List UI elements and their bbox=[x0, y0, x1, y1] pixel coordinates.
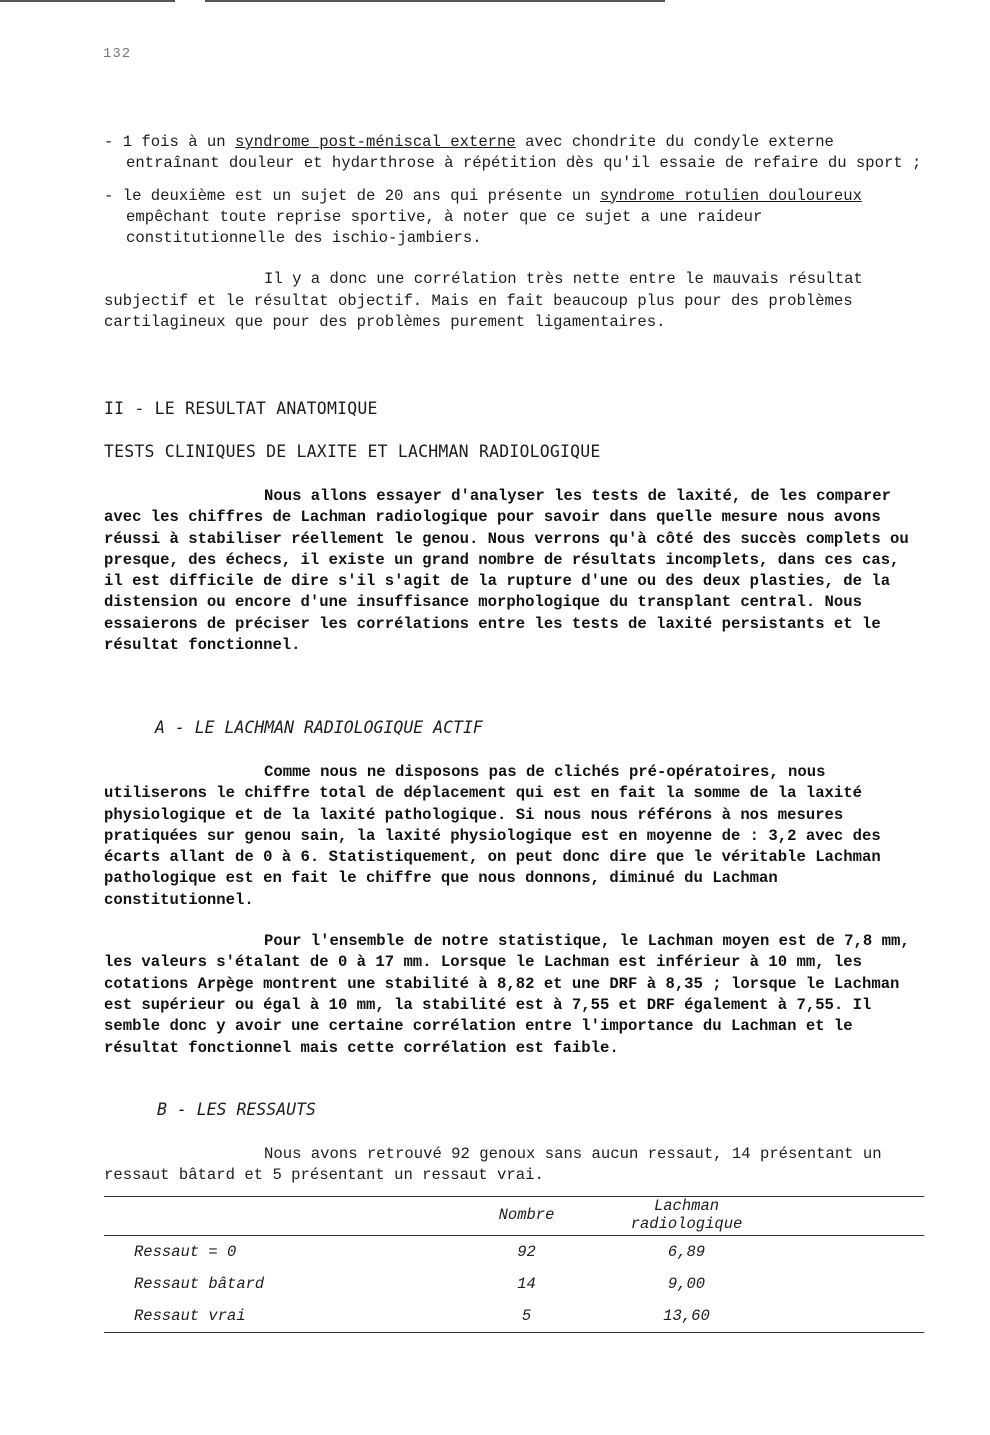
table-cell: 9,00 bbox=[667, 1275, 706, 1293]
table-header-cell: Lachman radiologique bbox=[630, 1197, 743, 1233]
page-number: 132 bbox=[103, 46, 132, 62]
table-cell: 5 bbox=[521, 1307, 532, 1325]
table-header-cell bbox=[104, 1197, 454, 1233]
table-cell: 92 bbox=[517, 1243, 536, 1261]
bullet-item-2: - le deuxième est un sujet de 20 ans qui présente un syndrome rotulien douloureux empêchant toute reprise sportive, à noter que ce sujet a une raideur constitutionnelle des ischio-jambiers. bbox=[104, 186, 862, 248]
table-cell: 13,60 bbox=[663, 1307, 710, 1325]
table-bottom-rule bbox=[104, 1332, 924, 1333]
table-cell: Ressaut = 0 bbox=[134, 1243, 237, 1261]
scan-top-rule-left bbox=[0, 0, 175, 2]
subsection-b-title: B - LES RESSAUTS bbox=[157, 1100, 316, 1119]
subsection-a-body bbox=[104, 762, 926, 1059]
bullet-item-1: - 1 fois à un syndrome post-méniscal externe avec chondrite du condyle externe entraînant douleur et hydarthrose à répétition dès qu'il essaie de refaire du sport ; bbox=[104, 133, 922, 173]
table-row bbox=[104, 1236, 924, 1268]
intro-paragraph: Nous allons essayer d'analyser les tests de laxité, de les comparer avec les chiffres de Lachman radiologique pour savoir dans quelle mesure nous avons réussi à stabiliser réellement le genou. Nous verrons qu'à côté des succès complets ou presque, des échecs, il existe un grand nombre de résultats incomplets, dans ces cas, il est difficile de dire s'il s'agit de la rupture d'une ou des deux plasties, de la distension ou encore d'une insuffisance morphologique du transplant central. Nous essaierons de préciser les corrélations entre les tests de laxité persistants et le résultat fonctionnel. bbox=[104, 487, 909, 655]
paragraph-b1: Nous avons retrouvé 92 genoux sans aucun ressaut, 14 présentant un ressaut bâtard et 5 présentant un ressaut vrai. bbox=[104, 1145, 882, 1185]
scan-top-rule-right bbox=[205, 0, 665, 2]
paragraph-a2: Pour l'ensemble de notre statistique, le Lachman moyen est de 7,8 mm, les valeurs s'étalant de 0 à 17 mm. Lorsque le Lachman est inférieur à 10 mm, les cotations Arpège montrent une stabilité à 8,82 et une DRF à 8,35 ; lorsque le Lachman est supérieur ou égal à 10 mm, la stabilité est à 7,55 et DRF également à 7,55. Il semble donc y avoir une certaine corrélation entre l'importance du Lachman et le résultat fonctionnel mais cette corrélation est faible. bbox=[104, 932, 910, 1057]
ressaut-data-table-body bbox=[104, 1236, 924, 1332]
table-row bbox=[104, 1268, 924, 1300]
paragraph-a1: Comme nous ne disposons pas de clichés pré-opératoires, nous utiliserons le chiffre total de déplacement qui est en fait la somme de la laxité physiologique et de la laxité pathologique. Si nous nous référons à nos mesures pratiquées sur genou sain, la laxité physiologique est en moyenne de : 3,2 avec des écarts allant de 0 à 6. Statistiquement, on peut donc dire que le véritable Lachman pathologique est en fait le chiffre que nous donnons, diminué du Lachman constitutionnel. bbox=[104, 763, 881, 909]
table-cell: 14 bbox=[517, 1275, 536, 1293]
table-cell: Ressaut bâtard bbox=[134, 1275, 265, 1293]
ressaut-data-table bbox=[104, 1197, 924, 1233]
ressaut-table bbox=[104, 1196, 924, 1333]
correlation-paragraph: Il y a donc une corrélation très nette entre le mauvais résultat subjectif et le résultat objectif. Mais en fait beaucoup plus pour des problèmes cartilagineux que pour des problèmes purement ligamentaires. bbox=[104, 270, 863, 332]
subsection-a-title: A - LE LACHMAN RADIOLOGIQUE ACTIF bbox=[155, 718, 483, 737]
table-header-row bbox=[104, 1197, 924, 1233]
section-title: II - LE RESULTAT ANATOMIQUE bbox=[104, 399, 378, 418]
section-subtitle: TESTS CLINIQUES DE LAXITE ET LACHMAN RADIOLOGIQUE bbox=[104, 442, 601, 461]
top-paragraphs bbox=[104, 132, 926, 333]
table-cell: Ressaut vrai bbox=[134, 1307, 246, 1325]
table-row bbox=[104, 1300, 924, 1332]
table-cell: 6,89 bbox=[667, 1243, 706, 1261]
table-header-cell: Nombre bbox=[498, 1206, 555, 1224]
